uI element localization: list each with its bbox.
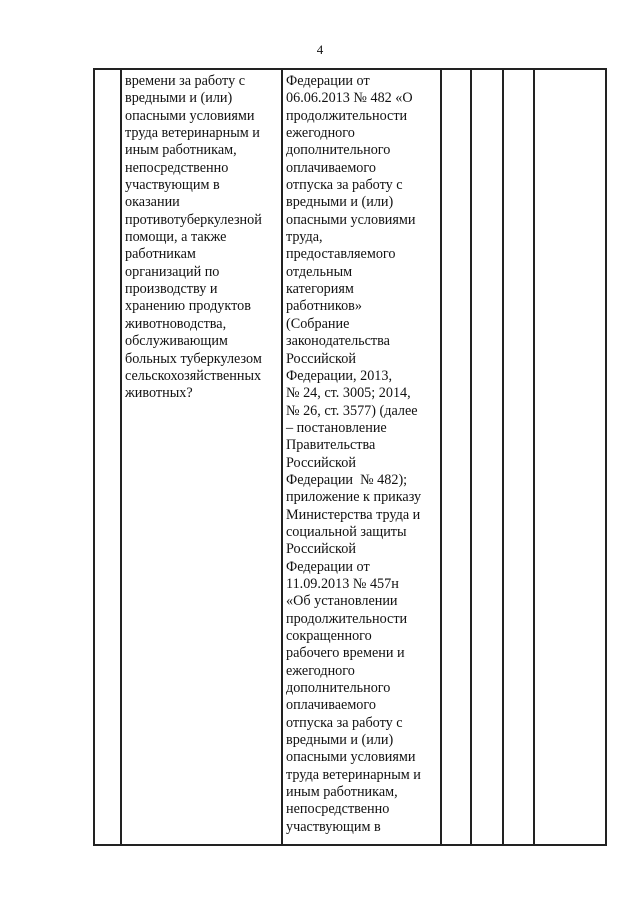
legal-basis-cell-text: Федерации от 06.06.2013 № 482 «О продолжительности ежегодного дополнительного оплачиваемого отпуска за работу с вредными и (или) опасными условиями труда, предоставляемого отдельным категориям работников» (Собрание законодательства Российской Федерации, 2013, № 24, ст. 3005; 2014, № 26, ст. 3577) (далее – постановление Правительства Российской Федерации № 482); приложение к приказу Министерства труда и социальной защиты Российской Федерации от 11.09.2013 № 457н «Об установлении продолжительности сокращенного рабочего времени и ежегодного дополнительного оплачиваемого отпуска за работу с вредными и (или) опасными условиями труда ветеринарным и иным работникам, непосредственно участвующим в xyxy=(286,73,422,835)
requirements-table xyxy=(93,68,607,845)
column-divider-yes xyxy=(470,68,472,845)
table-border-right xyxy=(605,68,607,845)
page-number: 4 xyxy=(316,42,324,57)
table-top-border xyxy=(93,68,607,70)
question-cell-text: времени за работу с вредными и (или) опасными условиями труда ветеринарным и иным работникам, непосредственно участвующим в оказании противотуберкулезной помощи, а также работникам организаций по производству и хранению продуктов животноводства, обслуживающим больных туберкулезом сельскохозяйственных животных? xyxy=(125,73,262,402)
column-divider-no xyxy=(502,68,504,845)
table-bottom-border xyxy=(93,844,607,846)
column-divider-na xyxy=(533,68,535,845)
column-divider-basis xyxy=(440,68,442,845)
column-divider-number xyxy=(120,68,122,845)
table-border-left xyxy=(93,68,95,845)
column-divider-question xyxy=(281,68,283,845)
